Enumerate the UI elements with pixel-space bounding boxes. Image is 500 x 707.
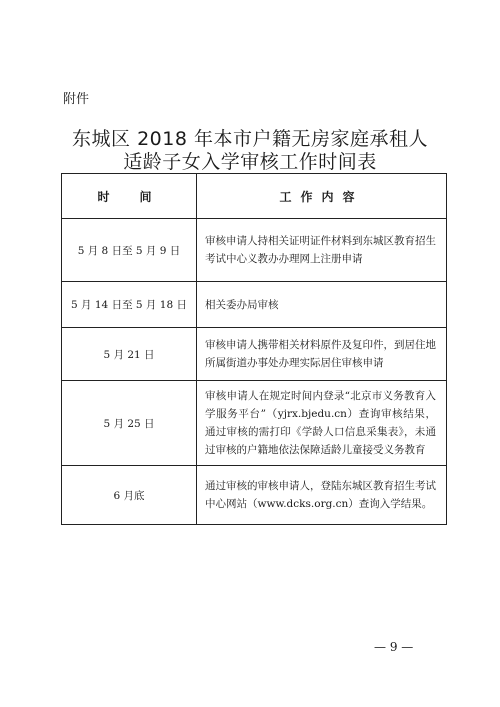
row-time: 5 月 14 日至 5 月 18 日 [62, 282, 197, 328]
row-content: 通过审核的审核申请人，登陆东城区教育招生考试中心网站（www.dcks.org.cn）查询入学结果。 [197, 466, 447, 525]
row-content: 审核申请人在规定时间内登录“北京市义务教育入学服务平台”（yjrx.bjedu.cn）查询审核结果，通过审核的需打印《学龄人口信息采集表》，未通过审核的户籍地依法保障适龄儿童接受义务教育 [197, 381, 447, 466]
page-number: — 9 — [374, 640, 414, 654]
table-row [62, 328, 447, 381]
table-header-row [62, 174, 447, 219]
header-time: 时 间 [62, 174, 197, 219]
row-content: 审核申请人持相关证明证件材料到东城区教育招生考试中心义教办办理网上注册申请 [197, 219, 447, 282]
row-time: 5 月 25 日 [62, 381, 197, 466]
row-time: 6 月底 [62, 466, 197, 525]
row-content: 相关委办局审核 [197, 282, 447, 328]
document-title-line-2: 适龄子女入学审核工作时间表 [123, 151, 377, 173]
table-row [62, 381, 447, 466]
row-time: 5 月 8 日至 5 月 9 日 [62, 219, 197, 282]
row-time: 5 月 21 日 [62, 328, 197, 381]
header-content: 工作内容 [197, 174, 447, 219]
table-row [62, 282, 447, 328]
document-title-line-1: 东城区 2018 年本市户籍无房家庭承租人 [72, 128, 428, 150]
attachment-label: 附件 [63, 92, 90, 107]
table-row [62, 466, 447, 525]
schedule-table [61, 173, 447, 525]
row-content: 审核申请人携带相关材料原件及复印件，到居住地所属街道办事处办理实际居住审核申请 [197, 328, 447, 381]
table-row [62, 219, 447, 282]
